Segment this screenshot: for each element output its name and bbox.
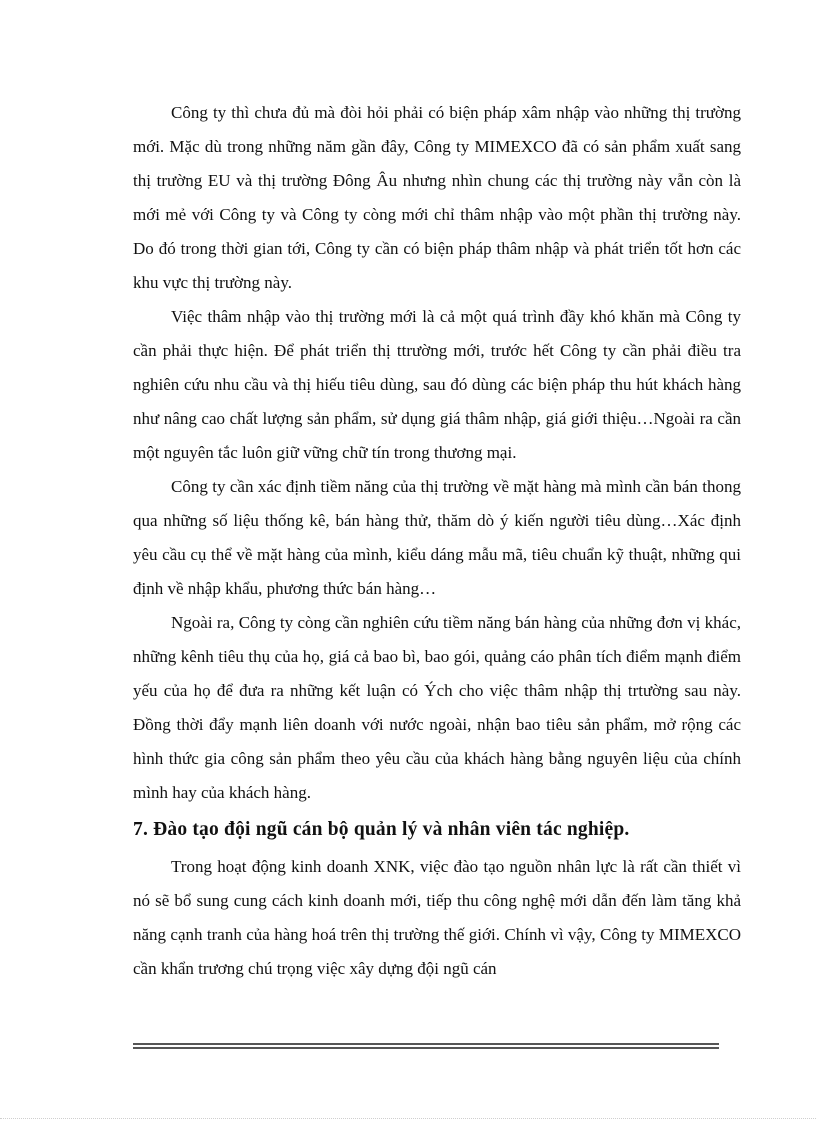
body-paragraph-1: Công ty thì chưa đủ mà đòi hỏi phải có biện pháp xâm nhập vào những thị trường mới. Mặc dù trong những năm gần đây, Công ty MIMEXCO đã có sản phẩm xuất sang thị trường EU và thị trường Đông Âu nhưng nhìn chung các thị trường này vẫn còn là mới mẻ với Công ty và Công ty còng mới chỉ thâm nhập vào một phần thị trường này. Do đó trong thời gian tới, Công ty cần có biện pháp thâm nhập và phát triển tốt hơn các khu vực thị trường này.	[133, 103, 741, 292]
body-paragraph-4: Ngoài ra, Công ty còng cần nghiên cứu tiềm năng bán hàng của những đơn vị khác, những kênh tiêu thụ của họ, giá cả bao bì, bao gói, quảng cáo phân tích điểm mạnh điểm yếu của họ để đưa ra những kết luận có Ých cho việc thâm nhập thị trtường sau này. Đồng thời đẩy mạnh liên doanh với nước ngoài, nhận bao tiêu sản phẩm, mở rộng các hình thức gia công sản phẩm theo yêu cầu của khách hàng bằng nguyên liệu của chính mình hay của khách hàng.	[133, 613, 741, 802]
body-paragraph-2: Việc thâm nhập vào thị trường mới là cả một quá trình đầy khó khăn mà Công ty cần phải thực hiện. Để phát triển thị ttrường mới, trước hết Công ty cần phải điều tra nghiên cứu nhu cầu và thị hiếu tiêu dùng, sau đó dùng các biện pháp thu hút khách hàng như nâng cao chất lượng sản phẩm, sử dụng giá thâm nhập, giá giới thiệu…Ngoài ra cần một nguyên tắc luôn giữ vững chữ tín trong thương mại.	[133, 307, 741, 462]
page-bottom-edge	[0, 1118, 816, 1119]
document-page	[133, 96, 741, 986]
body-paragraph-3: Công ty cần xác định tiềm năng của thị trường về mặt hàng mà mình cần bán thong qua những số liệu thống kê, bán hàng thử, thăm dò ý kiến người tiêu dùng…Xác định yêu cầu cụ thể về mặt hàng của mình, kiểu dáng mẫu mã, tiêu chuẩn kỹ thuật, những qui định về nhập khẩu, phương thức bán hàng…	[133, 477, 741, 598]
section-paragraph: Trong hoạt động kinh doanh XNK, việc đào tạo nguồn nhân lực là rất cần thiết vì nó sẽ bổ sung cung cách kinh doanh mới, tiếp thu công nghệ mới dẫn đến làm tăng khả năng cạnh tranh của hàng hoá trên thị trường thế giới. Chính vì vậy, Công ty MIMEXCO cần khẩn trương chú trọng việc xây dựng đội ngũ cán	[133, 857, 741, 978]
section-heading: 7. Đào tạo đội ngũ cán bộ quản lý và nhân viên tác nghiệp.	[133, 819, 630, 840]
footer-double-rule	[133, 1043, 719, 1049]
